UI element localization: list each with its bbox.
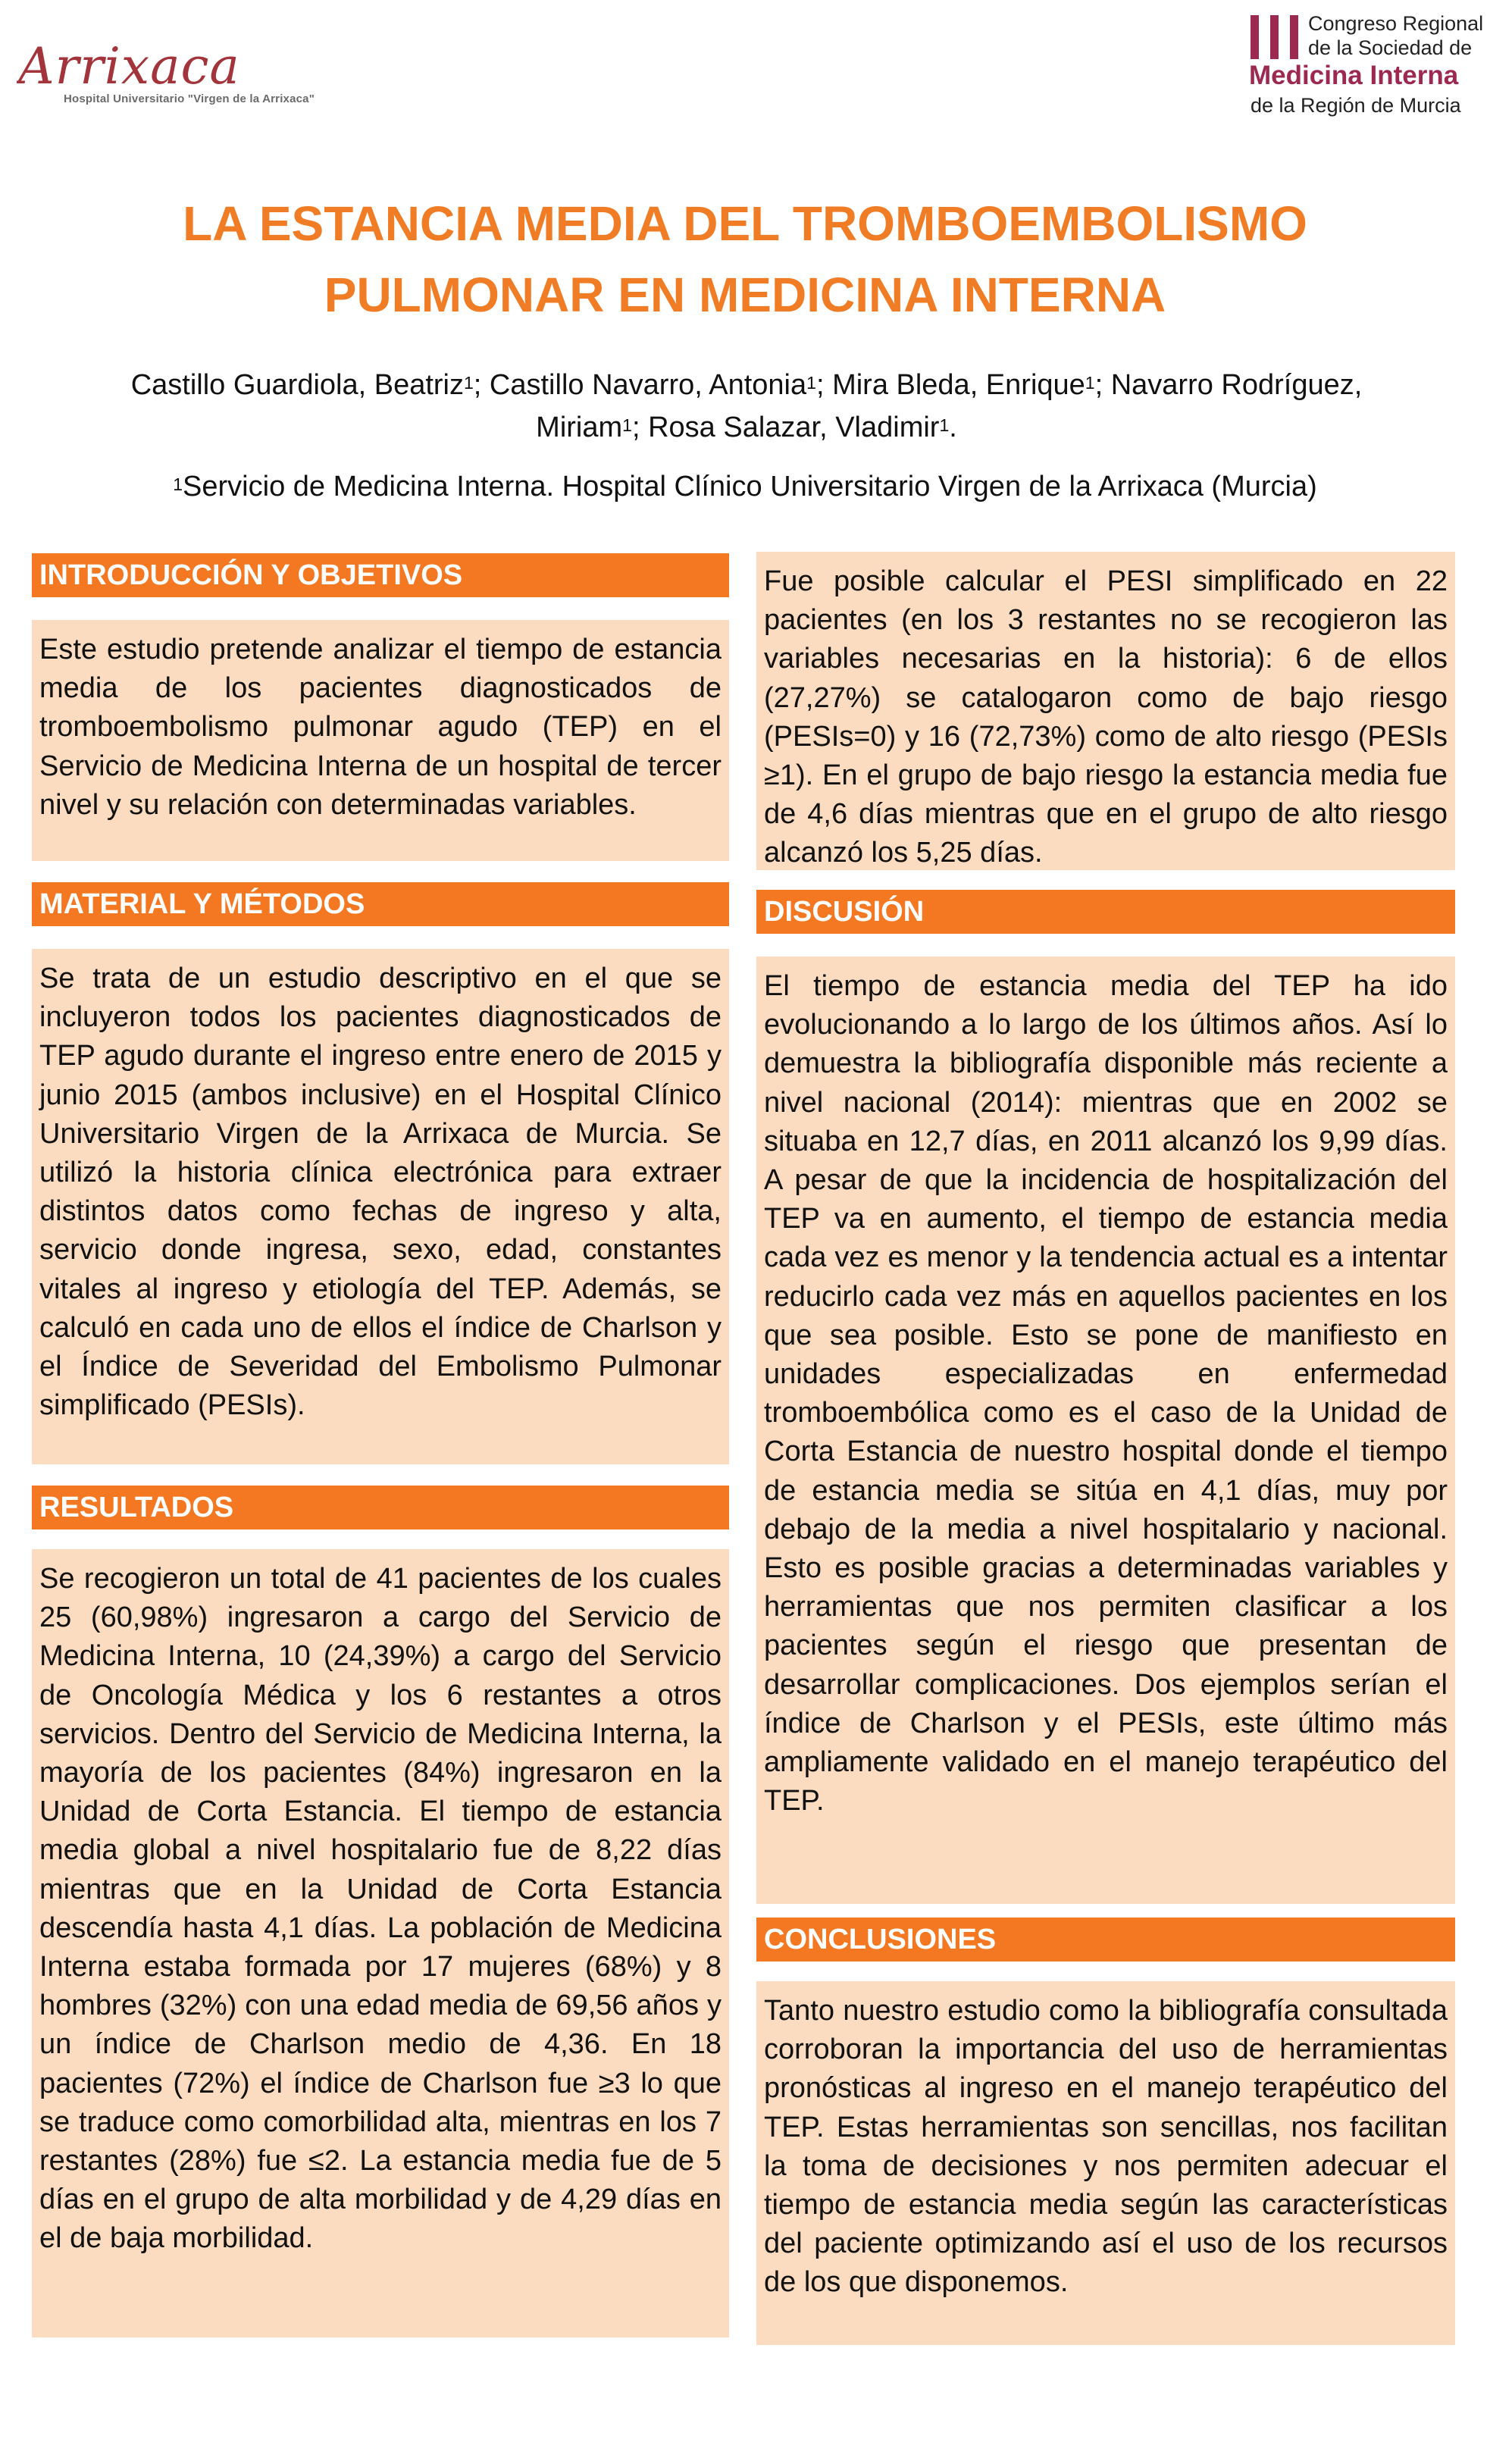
discussion-body: El tiempo de estancia media del TEP ha ido evolucionando a lo largo de los últimos años. Así lo demuestra la bibliografía disponible más reciente a nivel nacional (2014): mientras que en 2002 se situaba en 12,7 días, en 2011 alcanzó los 9,99 días. A pesar de que la incidencia de hospitalización del TEP va en aumento, el tiempo de estancia media cada vez es menor y la tendencia actual es a intentar reducirlo cada vez más en aquellos pacientes en los que sea posible. Esto se pone de manifiesto en unidades especializadas en enfermedad tromboembólica como es el caso de la Unidad de Corta Estancia de nuestro hospital donde el tiempo de estancia media se sitúa en 4,1 días, muy por debajo de la media a nivel hospitalario y nacional. Esto es posible gracias a determinadas variables y herramientas que nos permiten clasificar a los pacientes según el riesgo que presentan de desarrollar complicaciones. Dos ejemplos serían el índice de Charlson y el PESIs, este último más ampliamente validado en el manejo terapéutico del TEP. [756,956,1455,1904]
intro-body: Este estudio pretende analizar el tiempo de estancia media de los pacientes diagnosticados de tromboembolismo pulmonar agudo (TEP) en el Servicio de Medicina Interna de un hospital de tercer nivel y su relación con determinadas variables. [32,620,729,861]
discussion-heading: DISCUSIÓN [756,890,1455,934]
arrixaca-wordmark [17,33,297,94]
congress-line-1: Congreso Regional [1308,12,1484,35]
conclusions-body: Tanto nuestro estudio como la bibliografía consultada corroboran la importancia del uso de herramientas pronósticas al ingreso en el manejo terapéutico del TEP. Estas herramientas son sencillas, nos facilitan la toma de decisiones y nos permiten adecuar el tiempo de estancia media según las características del paciente optimizando así el uso de los recursos de los que disponemos. [756,1981,1455,2345]
poster-title [0,188,1490,330]
congress-line-2: de la Sociedad de [1308,36,1473,59]
title-line-1: LA ESTANCIA MEDIA DEL TROMBOEMBOLISMO [183,196,1307,251]
author: Castillo Guardiola, Beatriz$^1$; [130,369,490,401]
congress-logo [1249,11,1484,117]
arrixaca-wordmark-text: Arrixaca [18,37,240,94]
results-heading: RESULTADOS [32,1486,729,1529]
author: Castillo Navarro, Antonia$^1$; [489,369,833,401]
results-continuation: Fue posible calcular el PESI simplificado en 22 pacientes (en los 3 restantes no se recogieron las variables necesarias en la historia): 6 de ellos (27,27%) se catalogaron como de bajo riesgo (PESIs=0) y 16 (72,73%) como de alto riesgo (PESIs ≥1). En el grupo de bajo riesgo la estancia media fue de 4,6 días mientras que en el grupo de alto riesgo alcanzó los 5,25 días. [756,552,1455,870]
congress-line-4: de la Región de Murcia [1251,94,1461,117]
author: Navarro Rodríguez, Miriam$^1$; [536,369,1363,443]
authors [106,364,1387,449]
roman-three-bars-icon [1249,15,1302,59]
congress-line-3: Medicina Interna [1249,61,1459,90]
affiliation: $^1$Servicio de Medicina Interna. Hospital Clínico Universitario Virgen de la Arrixaca (Murcia) [173,471,1317,503]
methods-body: Se trata de un estudio descriptivo en el que se incluyeron todos los pacientes diagnosticados de TEP agudo durante el ingreso entre enero de 2015 y junio 2015 (ambos inclusive) en el Hospital Clínico Universitario Virgen de la Arrixaca de Murcia. Se utilizó la historia clínica electrónica para extraer distintos datos como fechas de ingreso y alta, servicio donde ingresa, sexo, edad, constantes vitales al ingreso y etiología del TEP. Además, se calculó en cada uno de ellos el índice de Charlson y el Índice de Severidad del Embolismo Pulmonar simplificado (PESIs). [32,949,729,1464]
methods-heading: MATERIAL Y MÉTODOS [32,882,729,926]
arrixaca-subtitle: Hospital Universitario "Virgen de la Arrixaca" [64,92,315,105]
author: Rosa Salazar, Vladimir$^1$. [648,412,957,443]
intro-heading: INTRODUCCIÓN Y OBJETIVOS [32,553,729,597]
arrixaca-logo [17,33,315,117]
results-body: Se recogieron un total de 41 pacientes de los cuales 25 (60,98%) ingresaron a cargo del Servicio de Medicina Interna, 10 (24,39%) a cargo del Servicio de Oncología Médica y los 6 restantes a otros servicios. Dentro del Servicio de Medicina Interna, la mayoría de los pacientes (84%) ingresaron en la Unidad de Corta Estancia. El tiempo de estancia media global a nivel hospitalario fue de 8,22 días mientras que en la Unidad de Corta Estancia descendía hasta 4,1 días. La población de Medicina Interna estaba formada por 17 mujeres (68%) y 8 hombres (32%) con una edad media de 69,56 años y un índice de Charlson medio de 4,36. En 18 pacientes (72%) el índice de Charlson fue ≥3 lo que se traduce como comorbilidad alta, mientras en los 7 restantes (28%) fue ≤2. La estancia media fue de 5 días en el grupo de alta morbilidad y de 4,29 días en el de baja morbilidad. [32,1549,729,2337]
author: Mira Bleda, Enrique$^1$; [832,369,1111,401]
title-line-2: PULMONAR EN MEDICINA INTERNA [324,268,1166,322]
conclusions-heading: CONCLUSIONES [756,1918,1455,1961]
